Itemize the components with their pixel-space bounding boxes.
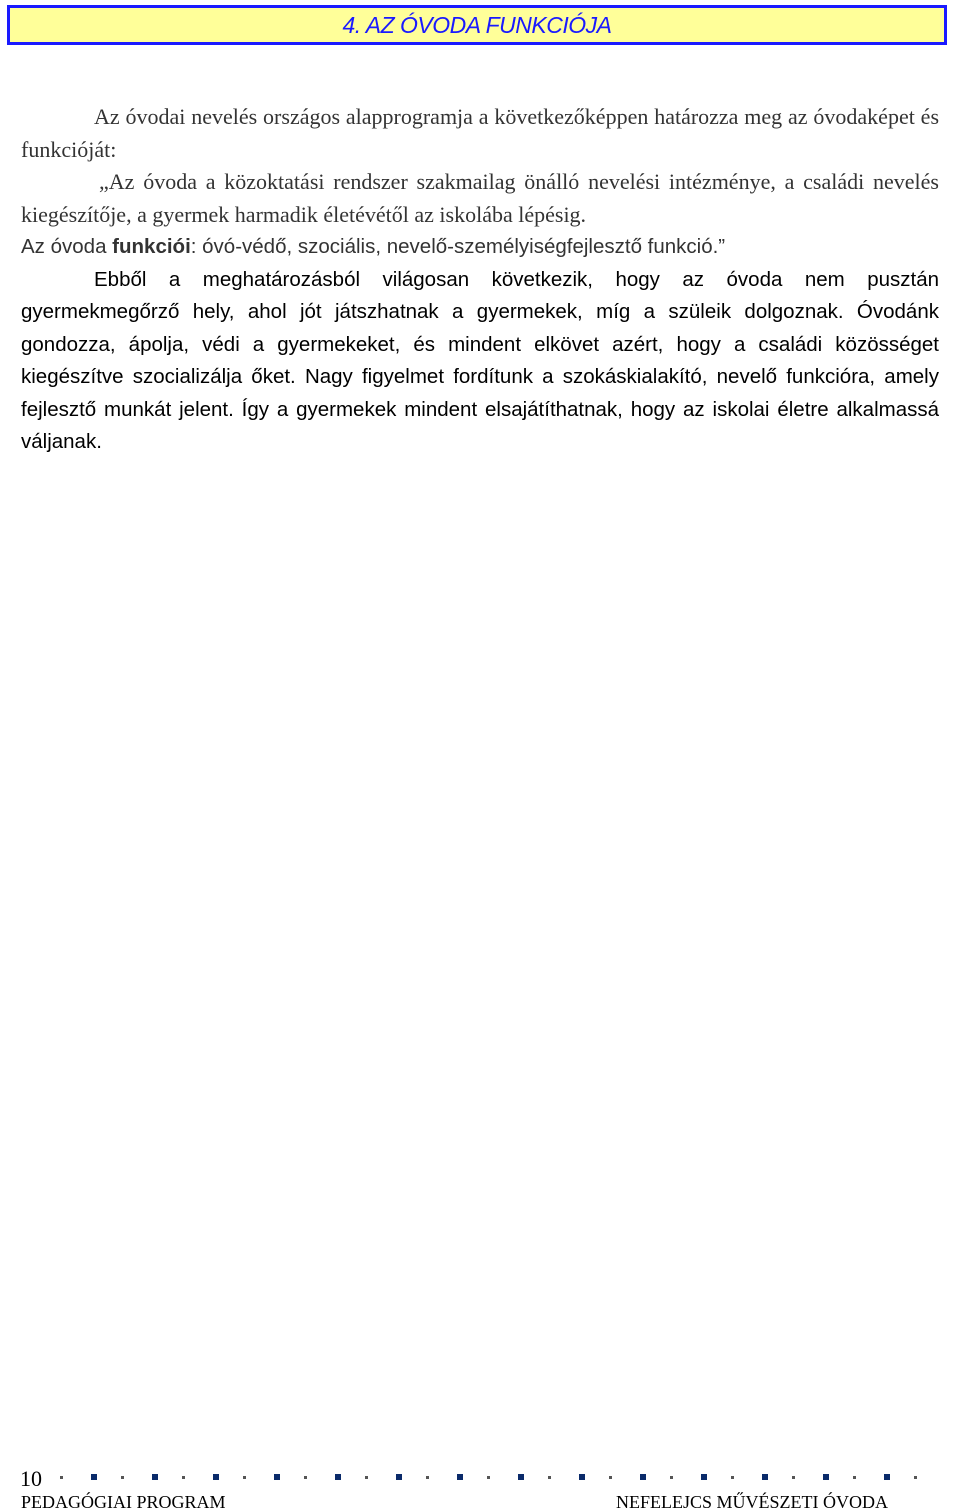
footer-dot — [518, 1474, 524, 1480]
footer-dot — [457, 1474, 463, 1480]
footer-dot — [152, 1474, 158, 1480]
footer-dot — [426, 1476, 429, 1479]
page-title: 4. AZ ÓVODA FUNKCIÓJA — [342, 11, 612, 38]
footer-dot — [213, 1474, 219, 1480]
footer-dot — [823, 1474, 829, 1480]
intro-paragraph — [21, 101, 939, 166]
footer-dot — [914, 1476, 917, 1479]
footer-dot — [274, 1474, 280, 1480]
footer-dot — [365, 1476, 368, 1479]
explanation-paragraph — [21, 264, 939, 459]
footer-dot — [60, 1476, 63, 1479]
footer-left-label: PEDAGÓGIAI PROGRAM — [21, 1492, 226, 1512]
footer-dot — [121, 1476, 124, 1479]
quote-paragraph — [21, 166, 939, 231]
functions-prefix: Az óvoda — [21, 235, 113, 258]
document-body — [21, 101, 939, 459]
footer-dot — [701, 1474, 707, 1480]
footer-dot — [853, 1476, 856, 1479]
footer-dot — [762, 1474, 768, 1480]
footer-dot — [335, 1474, 341, 1480]
footer-dot — [792, 1476, 795, 1479]
footer-right-label: NEFELEJCS MŰVÉSZETI ÓVODA — [616, 1492, 888, 1512]
footer-dot — [579, 1474, 585, 1480]
footer-dot — [91, 1474, 97, 1480]
footer-dot — [884, 1474, 890, 1480]
footer-dot — [396, 1474, 402, 1480]
footer-dot — [609, 1476, 612, 1479]
footer-dot — [243, 1476, 246, 1479]
explanation-text: Ebből a meghatározásból világosan következik, hogy az óvoda nem pusztán gyermekmegőrző hely, ahol jót játszhatnak a gyermekek, míg a szüleik dolgoznak. Óvodánk gondozza, ápolja, védi a gyermekeket, és mindent elkövet azért, hogy a családi közösséget kiegészítve szocializálja őket. Nagy figyelmet fordítunk a szokáskialakító, nevelő funkcióra, amely fejlesztő munkát jelent. Így a gyermekek mindent elsajátíthatnak, hogy az iskolai életre alkalmassá váljanak. — [21, 267, 939, 453]
chapter-title-box — [7, 5, 947, 45]
functions-line — [21, 231, 939, 264]
footer-dot — [182, 1476, 185, 1479]
footer-dot — [640, 1474, 646, 1480]
footer-dot — [487, 1476, 490, 1479]
footer-dot — [304, 1476, 307, 1479]
footer-dot — [548, 1476, 551, 1479]
page-number: 10 — [20, 1466, 42, 1491]
footer-dot — [670, 1476, 673, 1479]
footer-dot — [731, 1476, 734, 1479]
quote-intro-text: „Az óvoda a közoktatási rendszer szakmailag önálló nevelési intézménye, a családi nevelés kiegészítője, a gyermek harmadik életévétől az iskolába lépésig. — [21, 169, 939, 227]
functions-suffix: : óvó-védő, szociális, nevelő-személyiségfejlesztő funkció.” — [190, 235, 726, 258]
functions-bold: funkciói — [112, 235, 191, 258]
intro-text: Az óvodai nevelés országos alapprogramja a következőképpen határozza meg az óvodaképet és funkcióját: — [21, 104, 939, 162]
footer-dot-row — [60, 1474, 940, 1482]
